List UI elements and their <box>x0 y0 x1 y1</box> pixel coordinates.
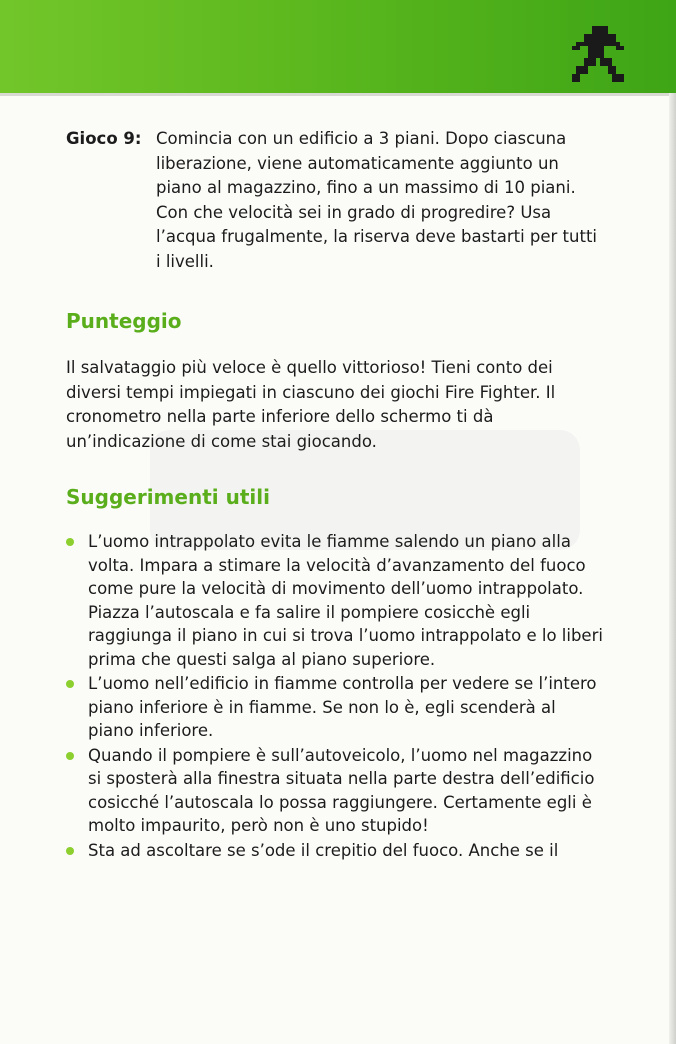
list-item <box>66 744 606 838</box>
tip-text: Quando il pompiere è sull’autoveicolo, l’uomo nel magazzino si sposterà alla finestra situata nella parte destra dell’edificio cosicché l’autoscala lo possa raggiungere. Certamente egli è molto impaurito, però non è uno stupido! <box>88 745 595 835</box>
scoring-text: Il salvataggio più veloce è quello vittorioso! Tieni conto dei diversi tempi impiegati in ciascuno dei giochi Fire Fighter. Il cronometro nella parte inferiore dello schermo ti dà un’indicazione di come stai giocando. <box>66 358 556 451</box>
tip-text: L’uomo intrappolato evita le fiamme salendo un piano alla volta. Impara a stimare la velocità d’avanzamento del fuoco come pure la velocità di movimento dell’uomo intrappolato. Piazza l’autoscala e fa salire il pompiere cosicchè egli raggiunga il piano in cui si trova l’uomo intrappolato e lo liberi prima che questi salga al piano superiore. <box>88 532 603 669</box>
bullet-icon <box>66 680 74 688</box>
page-edge <box>669 93 676 1044</box>
bullet-icon <box>66 752 74 760</box>
scoring-title: Punteggio <box>66 309 182 333</box>
running-man-icon <box>572 26 632 82</box>
game-label: Gioco 9: <box>66 129 142 148</box>
tips-title: Suggerimenti utili <box>66 485 270 509</box>
list-item <box>66 672 606 743</box>
tip-text: L’uomo nell’edificio in fiamme controlla per vedere se l’intero piano inferiore è in fiamme. Se non lo è, egli scenderà al piano inferiore. <box>88 674 597 740</box>
list-item <box>66 839 606 863</box>
list-item <box>66 530 606 671</box>
tips-list <box>66 530 606 863</box>
game-description: Comincia con un edificio a 3 piani. Dopo ciascuna liberazione, viene automaticamente aggiunto un piano al magazzino, fino a un massimo di 10 piani. Con che velocità sei in grado di progredire? Usa l’acqua frugalmente, la riserva deve bastarti per tutti i livelli. <box>156 129 598 271</box>
tip-text: Sta ad ascoltare se s’ode il crepitio del fuoco. Anche se il <box>88 840 559 860</box>
bullet-icon <box>66 538 74 546</box>
bullet-icon <box>66 847 74 855</box>
